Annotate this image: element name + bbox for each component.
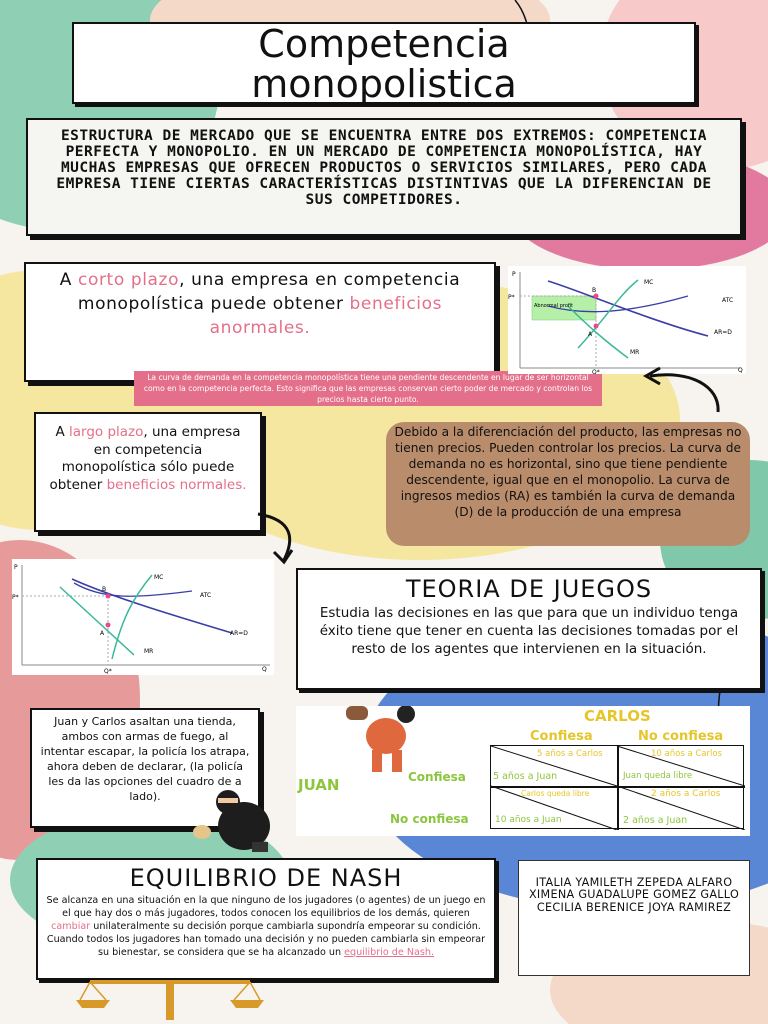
cell-cn-juan: Juan queda libre <box>623 771 693 781</box>
game-theory-title: TEORIA DE JUEGOS <box>405 575 653 603</box>
long-run-box <box>34 412 262 532</box>
cell-nc-juan: 10 años a Juan <box>495 815 562 825</box>
chart-label-atc: ATC <box>722 297 734 304</box>
chart-axis-q: Q <box>738 367 743 374</box>
chart-label-mc: MC <box>644 279 654 286</box>
chart-label-mc: MC <box>154 574 164 581</box>
chart-label-mr: MR <box>144 648 154 655</box>
nash-text: Se alcanza en una situación en la que ninguno de los jugadores (o agentes) de un juego en el que hay dos o más jugadores, todos conocen los equilibrios de los demás, quieren cambiar unilateralmente su decisión porque cambiarla supondría empeorar su condición. Cuando todos los jugadores han tomado una decisión y no pueden cambiarla sin empeorar su bienestar, se considera que se ha alcanzado un equilibrio de Nash. <box>46 895 486 958</box>
chart-label-mr: MR <box>630 349 640 356</box>
chart-axis-qstar: Q* <box>592 369 600 374</box>
chart-axis-pstar: P* <box>508 294 515 301</box>
chart-axis-q: Q <box>262 666 267 673</box>
page-title-line2: monopolistica <box>251 62 517 106</box>
differentiation-note: Debido a la diferenciación del producto, las empresas no tienen precios. Pueden controlar los precios. La curva de demanda no es horizontal, sino que tiene pendiente descendente, igual que en el monopolio. La curva de ingresos medios (RA) es también la curva de demanda (D) de la producción de una empresa <box>386 422 750 546</box>
col-confiesa: Confiesa <box>530 729 593 744</box>
chart-label-a: A <box>100 630 105 637</box>
chart-label-b: B <box>592 287 597 294</box>
short-run-chart <box>508 266 746 374</box>
page-title-line1: Competencia <box>258 22 510 66</box>
chart-label-b: B <box>102 586 107 593</box>
author-3: CECILIA BERENICE JOYA RAMIREZ <box>536 900 732 914</box>
nash-box <box>36 858 496 980</box>
curved-arrow-icon <box>640 366 730 416</box>
author-1: ITALIA YAMILETH ZEPEDA ALFARO <box>535 876 733 889</box>
long-run-text: A largo plazo, una empresa en competencia monopolística sólo puede obtener beneficios normales. <box>49 424 247 493</box>
row-no-confiesa: No confiesa <box>390 812 469 826</box>
intro-box <box>26 118 742 236</box>
authors-box <box>518 860 750 976</box>
col-no-confiesa: No confiesa <box>638 729 724 744</box>
row-confiesa: Confiesa <box>408 770 466 784</box>
game-theory-text: Estudia las decisiones en las que para que un individuo tenga éxito tiene que tener en cuenta las decisiones tomadas por el resto de los agentes que intervienen en la situación. <box>319 605 739 657</box>
scale-icon <box>70 972 270 1022</box>
cell-nn-carlos: 2 años a Carlos <box>651 789 721 799</box>
cell-nc-carlos: Carlos queda libre <box>521 789 590 798</box>
intro-text: ESTRUCTURA DE MERCADO QUE SE ENCUENTRA ENTRE DOS EXTREMOS: COMPETENCIA PERFECTA Y MONOPOLIO. EN UN MERCADO DE COMPETENCIA MONOPOLÍSTICA, HAY MUCHAS EMPRESAS QUE OFRECEN PRODUCTOS O SERVICIOS SIMILARES, PERO CADA EMPRESA TIENE CIERTAS CARACTERÍSTICAS DISTINTIVAS QUE LA DIFERENCIAN DE SUS COMPETIDORES. <box>56 128 712 208</box>
short-run-note: La curva de demanda en la competencia monopolística tiene una pendiente descendente en lugar de ser horizontal como en la competencia perfecta. Esto significa que las empresas conservan cierto poder de mercado y controlan los precios hasta cierto punto. <box>134 371 602 406</box>
cell-cc-carlos: 5 años a Carlos <box>537 749 603 759</box>
thief-illustration <box>188 786 288 856</box>
cell-nn-juan: 2 años a Juan <box>623 815 688 826</box>
chart-label-ard: AR=D <box>714 329 732 336</box>
matrix-grid <box>490 745 744 829</box>
chart-label-a: A <box>588 331 593 338</box>
game-matrix-panel <box>296 706 750 836</box>
title-box <box>72 22 696 104</box>
cell-cn-carlos: 10 años a Carlos <box>651 749 722 759</box>
short-run-box <box>24 262 496 382</box>
chart-axis-pstar: P* <box>12 594 19 601</box>
nash-title: EQUILIBRIO DE NASH <box>129 864 403 892</box>
game-theory-box <box>296 568 762 690</box>
player-carlos: CARLOS <box>584 707 651 725</box>
short-run-text: A corto plazo, una empresa en competencia monopolística puede obtener beneficios anormales. <box>59 270 461 338</box>
chart-label-ard: AR=D <box>230 630 248 637</box>
chart-label-atc: ATC <box>200 592 212 599</box>
chart-axis-p: P <box>14 564 18 571</box>
story-text: Juan y Carlos asaltan una tienda, ambos con armas de fuego, al intentar escapar, la policía los atrapa, ahora deben de declarar, (la policía les da las opciones del cuadro de a lado). <box>40 715 250 803</box>
chart-axis-qstar: Q* <box>104 668 112 675</box>
chart-label-profit: Abnormal profit <box>534 303 573 309</box>
author-2: XIMENA GUADALUPE GOMEZ GALLO <box>528 888 740 902</box>
chart-axis-p: P <box>512 271 516 278</box>
long-run-chart <box>12 559 274 675</box>
player-juan: JUAN <box>298 776 340 794</box>
cell-cc-juan: 5 años a Juan <box>493 771 558 782</box>
robber-illustration <box>326 706 436 776</box>
